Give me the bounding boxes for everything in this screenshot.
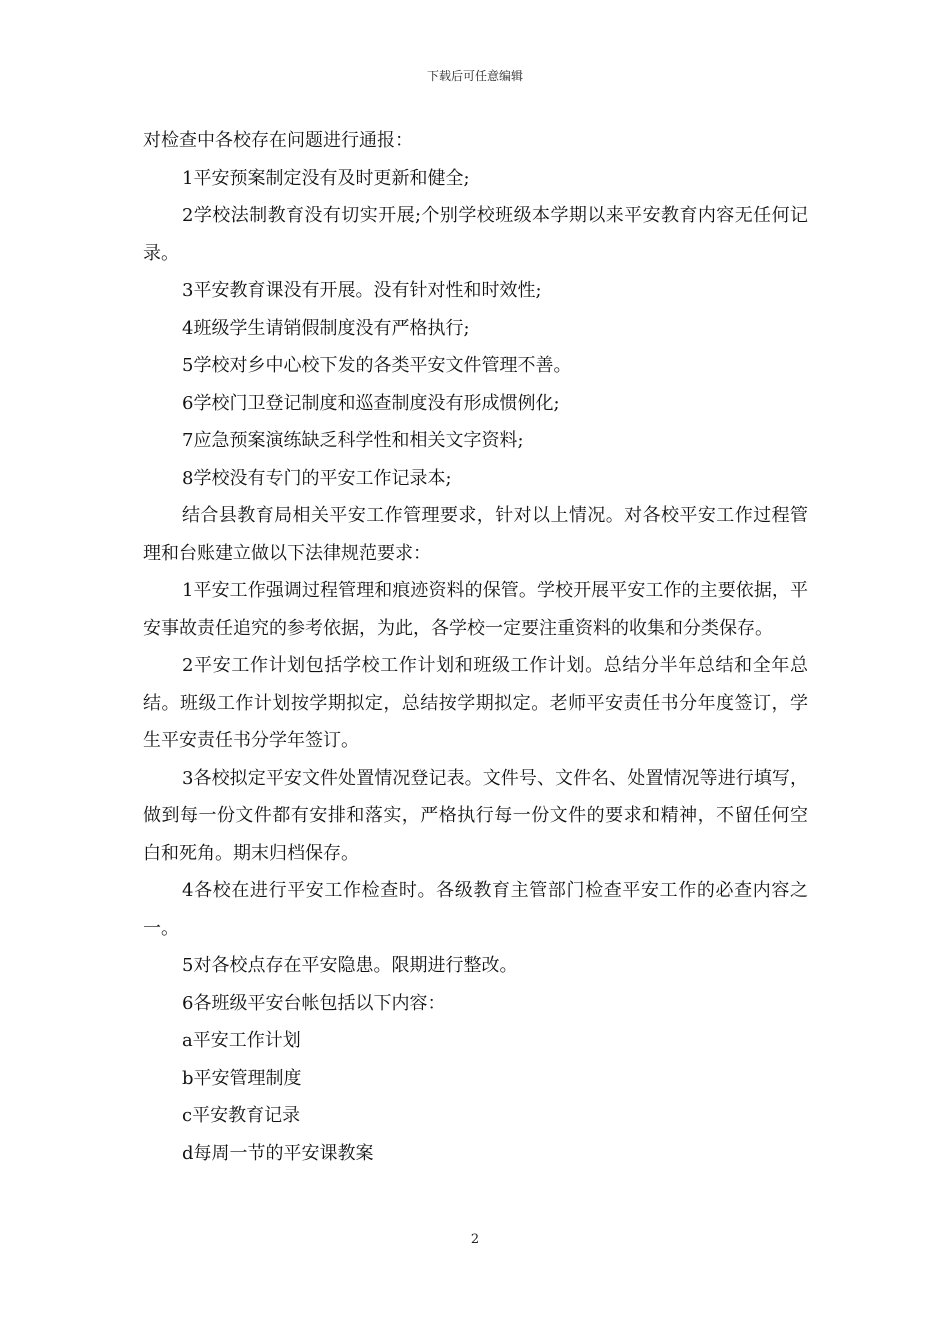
page-header-note: 下载后可任意编辑 [426, 69, 523, 83]
paragraph-requirement-1: 1平安工作强调过程管理和痕迹资料的保管。学校开展平安工作的主要依据，平安事故责任追究的参考依据，为此，各学校一定要注重资料的收集和分类保存。 [143, 580, 808, 639]
paragraph-requirement-2: 2平安工作计划包括学校工作计划和班级工作计划。总结分半年总结和全年总结。班级工作计划按学期拟定，总结按学期拟定。老师平安责任书分年度签订，学生平安责任书分学年签订。 [143, 655, 808, 751]
list-item-a: a平安工作计划 [182, 1030, 301, 1051]
paragraph-issue-3: 3平安教育课没有开展。没有针对性和时效性; [182, 280, 542, 301]
paragraph-issue-5: 5学校对乡中心校下发的各类平安文件管理不善。 [182, 355, 572, 376]
paragraph-requirement-4: 4各校在进行平安工作检查时。各级教育主管部门检查平安工作的必查内容之一。 [143, 880, 808, 939]
paragraph-issue-7: 7应急预案演练缺乏科学性和相关文字资料; [182, 430, 524, 451]
paragraph-issue-6: 6学校门卫登记制度和巡查制度没有形成惯例化; [182, 392, 560, 414]
paragraph-issue-8: 8学校没有专门的平安工作记录本; [182, 467, 452, 489]
paragraph-issue-1: 1平安预案制定没有及时更新和健全; [182, 167, 470, 189]
paragraph-intro: 对检查中各校存在问题进行通报： [143, 130, 413, 151]
page-number: 2 [470, 1232, 480, 1247]
paragraph-requirement-5: 5对各校点存在平安隐患。限期进行整改。 [182, 955, 518, 976]
paragraph-issue-4: 4班级学生请销假制度没有严格执行; [182, 317, 470, 339]
paragraph-requirements-intro: 结合县教育局相关平安工作管理要求，针对以上情况。对各校平安工作过程管理和台账建立做以下法律规范要求： [143, 505, 808, 564]
list-item-c: c平安教育记录 [182, 1105, 301, 1126]
list-item-d: d每周一节的平安课教案 [182, 1142, 374, 1164]
list-item-b: b平安管理制度 [182, 1067, 302, 1089]
document-body [143, 122, 808, 1172]
paragraph-requirement-3: 3各校拟定平安文件处置情况登记表。文件号、文件名、处置情况等进行填写，做到每一份文件都有安排和落实，严格执行每一份文件的要求和精神，不留任何空白和死角。期末归档保存。 [143, 767, 808, 864]
paragraph-requirement-6: 6各班级平安台帐包括以下内容： [182, 992, 446, 1014]
paragraph-issue-2: 2学校法制教育没有切实开展;个别学校班级本学期以来平安教育内容无任何记录。 [143, 205, 808, 264]
